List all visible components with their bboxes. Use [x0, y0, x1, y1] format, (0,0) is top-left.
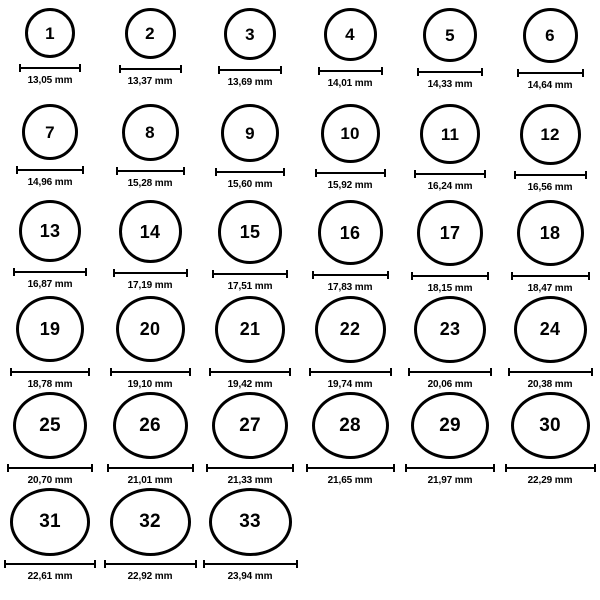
ring-circle — [315, 296, 386, 363]
ring-size-number: 10 — [340, 124, 360, 143]
ring-size-cell — [0, 390, 100, 486]
ring-size-number: 2 — [145, 24, 155, 43]
ring-size-number: 3 — [245, 24, 255, 44]
diameter-label: 13,69 mm — [227, 77, 273, 88]
ring-circle — [414, 296, 486, 363]
ring-size-cell — [200, 198, 300, 294]
diameter-measure-bar — [7, 464, 93, 472]
diameter-measure-bar — [113, 268, 188, 277]
ring-circle — [417, 200, 483, 266]
ring-size-cell — [400, 198, 500, 294]
diameter-measure-bar — [405, 464, 495, 472]
diameter-label: 17,51 mm — [227, 281, 273, 292]
ring-circle — [19, 200, 81, 262]
ring-size-cell — [500, 6, 600, 102]
ring-size-number: 7 — [45, 122, 55, 142]
diameter-label: 19,42 mm — [227, 379, 273, 390]
ring-size-cell — [0, 294, 100, 390]
diameter-measure-bar — [514, 170, 587, 179]
ring-circle — [511, 392, 590, 459]
diameter-label: 20,70 mm — [27, 475, 73, 486]
diameter-measure-bar — [417, 67, 483, 76]
diameter-measure-bar — [411, 271, 489, 280]
ring-size-number: 14 — [139, 221, 161, 242]
diameter-label: 13,37 mm — [127, 76, 173, 87]
diameter-label: 20,06 mm — [427, 379, 473, 390]
ring-size-number: 1 — [45, 23, 55, 43]
diameter-measure-bar — [209, 368, 291, 377]
ring-size-cell — [200, 390, 300, 486]
ring-circle — [116, 296, 185, 362]
ring-circle — [318, 200, 383, 265]
ring-circle — [25, 8, 75, 58]
diameter-measure-bar — [315, 168, 386, 177]
ring-size-cell — [500, 294, 600, 390]
ring-size-number: 24 — [539, 319, 561, 340]
ring-size-cell — [100, 198, 200, 294]
ring-size-number: 26 — [139, 415, 161, 437]
diameter-label: 16,87 mm — [27, 279, 73, 290]
diameter-label: 18,15 mm — [427, 283, 473, 294]
ring-circle — [520, 104, 581, 165]
ring-size-cell — [300, 102, 400, 198]
ring-circle — [13, 392, 87, 459]
ring-size-number: 25 — [39, 414, 61, 436]
ring-size-cell — [500, 198, 600, 294]
diameter-measure-bar — [508, 368, 593, 376]
ring-size-cell — [400, 6, 500, 102]
ring-circle — [125, 8, 176, 59]
ring-size-number: 9 — [245, 123, 255, 143]
diameter-label: 21,01 mm — [127, 475, 173, 486]
ring-size-number: 8 — [145, 123, 155, 142]
diameter-label: 22,61 mm — [27, 571, 73, 582]
diameter-label: 14,64 mm — [527, 80, 573, 91]
ring-size-cell — [100, 390, 200, 486]
ring-size-number: 4 — [345, 25, 355, 44]
ring-size-number: 19 — [39, 319, 61, 340]
ring-size-number: 22 — [339, 319, 361, 340]
diameter-measure-bar — [4, 561, 96, 568]
diameter-measure-bar — [16, 165, 84, 174]
ring-size-number: 11 — [440, 124, 460, 144]
ring-size-number: 28 — [339, 415, 361, 437]
ring-size-cell — [0, 486, 100, 582]
diameter-label: 19,74 mm — [327, 379, 373, 390]
diameter-measure-bar — [218, 65, 282, 74]
diameter-measure-bar — [505, 464, 596, 472]
diameter-label: 16,56 mm — [527, 182, 573, 193]
diameter-label: 21,65 mm — [327, 475, 373, 486]
ring-circle — [411, 392, 489, 459]
diameter-label: 22,92 mm — [127, 571, 173, 582]
ring-size-number: 29 — [439, 415, 461, 437]
ring-size-cell — [0, 6, 100, 102]
diameter-measure-bar — [116, 166, 185, 175]
ring-size-number: 30 — [539, 415, 561, 437]
ring-size-number: 16 — [339, 222, 361, 243]
diameter-measure-bar — [10, 367, 90, 376]
diameter-label: 19,10 mm — [127, 379, 173, 390]
diameter-measure-bar — [203, 561, 298, 568]
ring-size-number: 18 — [539, 223, 561, 244]
diameter-measure-bar — [107, 464, 194, 472]
diameter-measure-bar — [408, 368, 492, 376]
ring-size-cell — [200, 486, 300, 582]
diameter-measure-bar — [19, 63, 81, 72]
ring-size-number: 23 — [439, 319, 461, 340]
ring-size-cell — [300, 198, 400, 294]
ring-size-cell — [300, 6, 400, 102]
ring-size-number: 21 — [239, 319, 261, 340]
ring-size-cell — [0, 198, 100, 294]
ring-circle — [221, 104, 279, 162]
diameter-measure-bar — [119, 64, 182, 73]
ring-size-number: 12 — [540, 125, 560, 144]
diameter-label: 18,78 mm — [27, 379, 73, 390]
ring-circle — [110, 488, 191, 556]
ring-circle — [10, 488, 90, 556]
ring-size-number: 6 — [545, 26, 555, 45]
diameter-measure-bar — [206, 464, 294, 472]
ring-circle — [22, 104, 78, 160]
diameter-label: 16,24 mm — [427, 181, 473, 192]
ring-size-number: 5 — [445, 25, 455, 45]
diameter-measure-bar — [110, 367, 191, 376]
diameter-measure-bar — [306, 464, 395, 472]
ring-circle — [423, 8, 477, 62]
ring-size-number: 31 — [39, 511, 61, 533]
diameter-label: 15,60 mm — [227, 179, 273, 190]
ring-size-number: 17 — [439, 223, 461, 243]
diameter-measure-bar — [13, 267, 87, 276]
ring-circle — [420, 104, 480, 164]
diameter-measure-bar — [517, 68, 584, 77]
ring-circle — [324, 8, 377, 61]
ring-size-cell — [200, 102, 300, 198]
ring-size-cell — [100, 102, 200, 198]
ring-circle — [119, 200, 182, 263]
diameter-label: 15,92 mm — [327, 180, 373, 191]
diameter-measure-bar — [414, 169, 486, 178]
ring-circle — [113, 392, 188, 459]
diameter-label: 21,97 mm — [427, 475, 473, 486]
ring-size-cell — [0, 102, 100, 198]
ring-size-number: 15 — [239, 222, 261, 242]
ring-circle — [224, 8, 276, 60]
ring-size-cell — [300, 390, 400, 486]
diameter-label: 14,33 mm — [427, 79, 473, 90]
diameter-measure-bar — [511, 271, 590, 280]
diameter-label: 14,01 mm — [327, 78, 373, 89]
diameter-label: 17,83 mm — [327, 282, 373, 293]
ring-size-cell — [400, 390, 500, 486]
ring-circle — [312, 392, 389, 459]
diameter-measure-bar — [215, 167, 285, 176]
ring-circle — [321, 104, 380, 163]
ring-size-cell — [300, 294, 400, 390]
ring-size-number: 32 — [139, 511, 161, 533]
ring-size-number: 13 — [39, 221, 61, 241]
diameter-label: 20,38 mm — [527, 379, 573, 390]
diameter-label: 18,47 mm — [527, 283, 573, 294]
ring-size-cell — [100, 486, 200, 582]
ring-size-cell — [400, 294, 500, 390]
ring-size-cell — [100, 6, 200, 102]
ring-size-number: 33 — [239, 511, 261, 533]
ring-circle — [215, 296, 285, 363]
ring-size-cell — [200, 6, 300, 102]
ring-size-cell — [500, 390, 600, 486]
ring-circle — [212, 392, 288, 459]
diameter-measure-bar — [309, 368, 392, 376]
diameter-label: 22,29 mm — [527, 475, 573, 486]
diameter-measure-bar — [318, 66, 383, 75]
ring-circle — [209, 488, 292, 556]
ring-circle — [122, 104, 179, 161]
diameter-measure-bar — [312, 270, 389, 279]
diameter-label: 15,28 mm — [127, 178, 173, 189]
diameter-label: 23,94 mm — [227, 571, 273, 582]
diameter-label: 17,19 mm — [127, 280, 173, 291]
diameter-label: 14,96 mm — [27, 177, 73, 188]
ring-size-cell — [500, 102, 600, 198]
ring-circle — [218, 200, 282, 264]
diameter-label: 21,33 mm — [227, 475, 273, 486]
ring-circle — [517, 200, 584, 266]
ring-size-cell — [200, 294, 300, 390]
ring-circle — [523, 8, 578, 63]
ring-size-cell — [400, 102, 500, 198]
ring-circle — [16, 296, 84, 362]
ring-size-cell — [100, 294, 200, 390]
ring-size-number: 27 — [239, 415, 261, 437]
diameter-label: 13,05 mm — [27, 75, 73, 86]
ring-size-number: 20 — [139, 319, 161, 340]
ring-circle — [514, 296, 587, 363]
diameter-measure-bar — [104, 561, 197, 568]
diameter-measure-bar — [212, 269, 288, 278]
